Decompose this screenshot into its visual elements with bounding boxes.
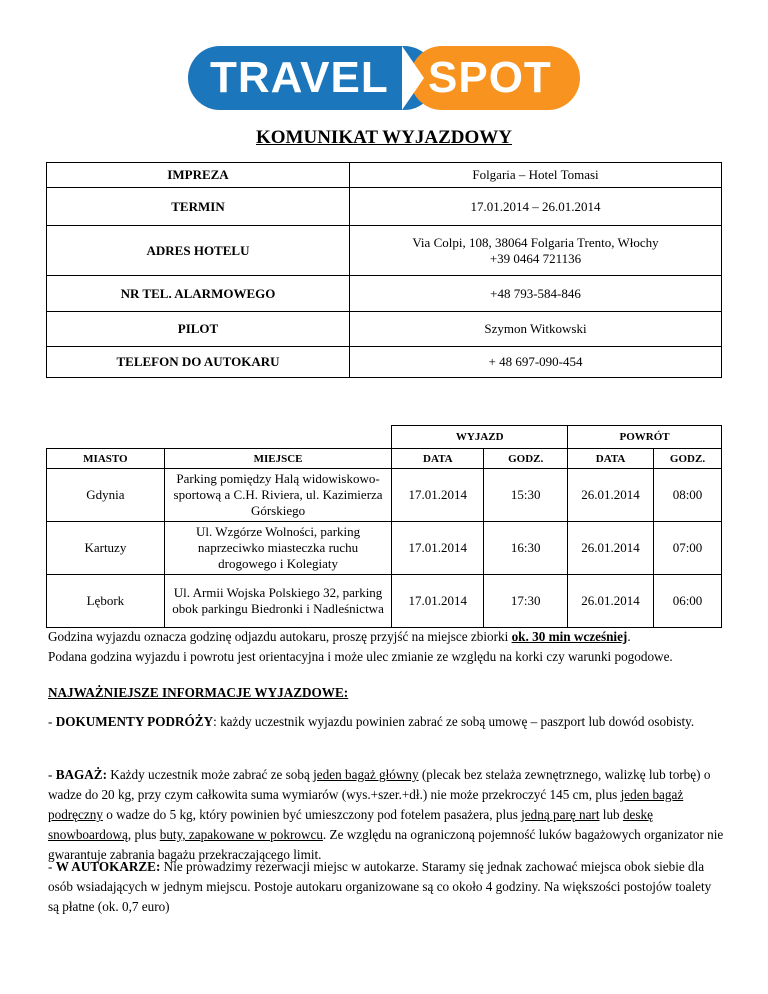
departure-time-cell: 15:30 (484, 469, 568, 522)
bus-label: W AUTOKARZE: (55, 859, 161, 874)
documents-text: : każdy uczestnik wyjazdu powinien zabrać ze sobą umowę – paszport lub dowód osobisty. (213, 714, 695, 729)
documents-paragraph (48, 712, 724, 732)
info-value: + 48 697-090-454 (350, 347, 722, 378)
departure-time-cell: 17:30 (484, 575, 568, 628)
baggage-snowboard-item: deskę snowboardową (48, 807, 653, 842)
departure-time-header: GODZ. (484, 449, 568, 469)
place-cell: Parking pomiędzy Halą widowiskowo-sportową a C.H. Riviera, ul. Kazimierza Górskiego (164, 469, 392, 522)
place-cell: Ul. Wzgórze Wolności, parking naprzeciwko miasteczka ruchu drogowego i Kolegiaty (164, 522, 392, 575)
info-label: NR TEL. ALARMOWEGO (47, 276, 350, 312)
baggage-text: Każdy uczestnik może zabrać ze sobą (107, 767, 314, 782)
baggage-text: lub (599, 807, 623, 822)
place-column-header: MIEJSCE (164, 449, 392, 469)
departure-note-line1 (48, 627, 724, 647)
note-text-end: . (627, 629, 631, 644)
bullet-dash: - (48, 714, 56, 729)
info-label: TERMIN (47, 188, 350, 226)
info-row-pilot (47, 312, 722, 347)
info-row-bus-phone (47, 347, 722, 378)
return-time-cell: 06:00 (654, 575, 722, 628)
city-cell: Lębork (47, 575, 165, 628)
city-cell: Gdynia (47, 469, 165, 522)
departure-date-cell: 17.01.2014 (392, 575, 484, 628)
info-row-term (47, 188, 722, 226)
baggage-text: (plecak bez stelaża zewnętrznego, walizkę lub torbę) o wadze do 20 kg, przy czym całkowita suma wymiarów (wys.+szer.+dł.) nie może przekroczyć 145 cm, plus (48, 767, 711, 802)
info-value: Folgaria – Hotel Tomasi (350, 163, 722, 188)
schedule-column-header (47, 449, 722, 469)
section-heading: NAJWAŻNIEJSZE INFORMACJE WYJAZDOWE: (48, 685, 349, 700)
departure-date-header: DATA (392, 449, 484, 469)
table-row (47, 522, 722, 575)
info-row-hotel-address (47, 226, 722, 276)
note-text: Godzina wyjazdu oznacza godzinę odjazdu autokaru, proszę przyjść na miejsce zbiorki (48, 629, 512, 644)
documents-label: DOKUMENTY PODRÓŻY (55, 714, 214, 729)
baggage-text: o wadze do 5 kg, który powinien być umieszczony pod fotelem pasażera, plus (102, 807, 522, 822)
departure-note-line2: Podana godzina wyjazdu i powrotu jest orientacyjna i może ulec zmianie ze względu na korki czy warunki pogodowe. (48, 649, 673, 664)
baggage-main-item: jeden bagaż główny (313, 767, 419, 782)
baggage-skis-item: jedną parę nart (521, 807, 600, 822)
schedule-group-header (47, 426, 722, 449)
info-label: IMPREZA (47, 163, 350, 188)
bus-text: Nie prowadzimy rezerwacji miejsc w autokarze. Staramy się jednak zachować miejsca obok siebie dla osób wsiadających w jednym miejscu. Postoje autokaru organizowane są co około 4 godziny. Na większości postojów toalety są płatne (ok. 0,7 euro) (48, 859, 712, 914)
schedule-table (46, 425, 722, 628)
info-value: Szymon Witkowski (350, 312, 722, 347)
note-emphasis: ok. 30 min wcześniej (511, 629, 628, 644)
departure-note (48, 627, 724, 667)
table-row (47, 469, 722, 522)
return-date-header: DATA (568, 449, 654, 469)
info-row-emergency-phone (47, 276, 722, 312)
baggage-text: . Ze względu na ograniczoną pojemność luków bagażowych organizator nie gwarantuje zabrania bagażu przekraczającego limit. (48, 827, 724, 862)
trip-info-table (46, 162, 722, 378)
travel-spot-logo (188, 46, 580, 110)
info-label: ADRES HOTELU (47, 226, 350, 276)
bullet-dash: - (48, 767, 56, 782)
info-label: PILOT (47, 312, 350, 347)
table-row (47, 575, 722, 628)
baggage-boots-item: buty, zapakowane w pokrowcu (159, 827, 323, 842)
baggage-label: BAGAŻ: (55, 767, 107, 782)
document-title: KOMUNIKAT WYJAZDOWY (256, 127, 512, 148)
return-time-header: GODZ. (654, 449, 722, 469)
return-date-cell: 26.01.2014 (568, 575, 654, 628)
info-value: 17.01.2014 – 26.01.2014 (350, 188, 722, 226)
bus-paragraph (48, 857, 724, 917)
baggage-paragraph (48, 765, 724, 865)
logo-word-travel: TRAVEL (210, 53, 389, 102)
departure-group-header: WYJAZD (392, 426, 568, 449)
baggage-text: , plus (127, 827, 160, 842)
city-cell: Kartuzy (47, 522, 165, 575)
info-label: TELEFON DO AUTOKARU (47, 347, 350, 378)
departure-date-cell: 17.01.2014 (392, 522, 484, 575)
info-value: +48 793-584-846 (350, 276, 722, 312)
departure-time-cell: 16:30 (484, 522, 568, 575)
city-column-header: MIASTO (47, 449, 165, 469)
return-group-header: POWRÓT (568, 426, 722, 449)
place-cell: Ul. Armii Wojska Polskiego 32, parking obok parkingu Biedronki i Nadleśnictwa (164, 575, 392, 628)
bullet-dash: - (48, 859, 56, 874)
return-date-cell: 26.01.2014 (568, 522, 654, 575)
return-time-cell: 07:00 (654, 522, 722, 575)
return-time-cell: 08:00 (654, 469, 722, 522)
info-row-event (47, 163, 722, 188)
hotel-address: Via Colpi, 108, 38064 Folgaria Trento, Włochy (412, 234, 659, 250)
departure-date-cell: 17.01.2014 (392, 469, 484, 522)
logo-word-spot: SPOT (428, 53, 552, 102)
hotel-phone: +39 0464 721136 (489, 250, 582, 266)
return-date-cell: 26.01.2014 (568, 469, 654, 522)
baggage-hand-item: jeden bagaż podręczny (48, 787, 684, 822)
info-value (350, 226, 722, 276)
logo-chevron (402, 46, 424, 110)
